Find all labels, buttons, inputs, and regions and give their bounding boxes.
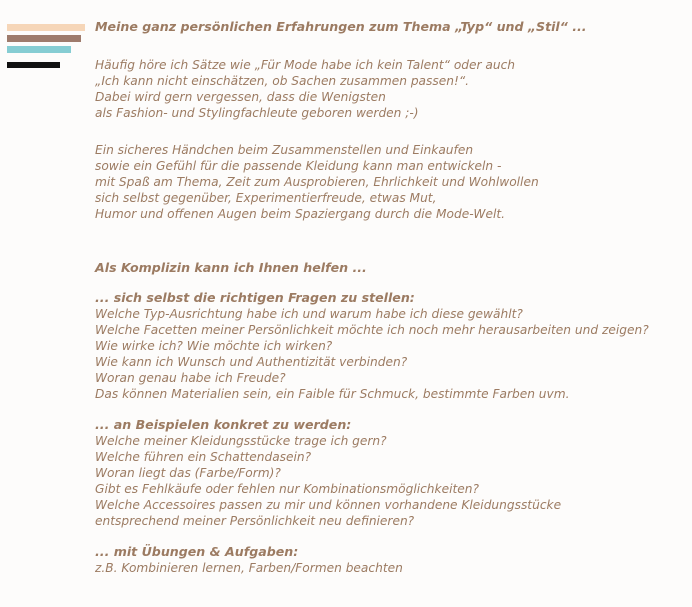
text-line: Welche Typ-Ausrichtung habe ich und warum habe ich diese gewählt? — [95, 307, 523, 321]
text-line: Woran genau habe ich Freude? — [95, 371, 286, 385]
text-line: Wie wirke ich? Wie möchte ich wirken? — [95, 339, 333, 353]
text-line: Ein sicheres Händchen beim Zusammenstellen und Einkaufen — [95, 143, 474, 157]
text-line: Welche Facetten meiner Persönlichkeit möchte ich noch mehr herausarbeiten und zeigen? — [95, 323, 649, 337]
text-line: mit Spaß am Thema, Zeit zum Ausprobieren, Ehrlichkeit und Wohlwollen — [95, 175, 539, 189]
text-line: Gibt es Fehlkäufe oder fehlen nur Kombinationsmöglichkeiten? — [95, 482, 479, 496]
text-line: Humor und offenen Augen beim Spaziergang durch die Mode-Welt. — [95, 207, 506, 221]
text-line: sich selbst gegenüber, Experimentierfreude, etwas Mut, — [95, 191, 437, 205]
stripe-black — [7, 62, 60, 68]
page-title: Meine ganz persönlichen Erfahrungen zum Thema „Typ“ und „Stil“ ... — [95, 19, 587, 34]
text-line: Das können Materialien sein, ein Faible für Schmuck, bestimmte Farben uvm. — [95, 387, 570, 401]
questions-section — [95, 289, 685, 402]
text-line: Woran liegt das (Farbe/Form)? — [95, 466, 281, 480]
text-line: sowie ein Gefühl für die passende Kleidung kann man entwickeln - — [95, 159, 502, 173]
text-line: Häufig höre ich Sätze wie „Für Mode habe ich kein Talent“ oder auch — [95, 58, 516, 72]
stripe-peach — [7, 24, 85, 31]
second-paragraph — [95, 142, 685, 222]
text-line: Welche führen ein Schattendasein? — [95, 450, 312, 464]
article-content — [95, 18, 685, 576]
intro-paragraph — [95, 57, 685, 121]
text-line: „Ich kann nicht einschätzen, ob Sachen zusammen passen!“. — [95, 74, 470, 88]
stripe-brown — [7, 35, 81, 42]
text-line: Welche Accessoires passen zu mir und können vorhandene Kleidungsstücke — [95, 498, 562, 512]
stripe-teal — [7, 46, 71, 53]
subsection-title: ... an Beispielen konkret zu werden: — [95, 417, 352, 432]
text-line: z.B. Kombinieren lernen, Farben/Formen beachten — [95, 561, 403, 575]
exercises-section — [95, 543, 685, 576]
subsection-title: ... sich selbst die richtigen Fragen zu stellen: — [95, 290, 415, 305]
section-heading: Als Komplizin kann ich Ihnen helfen ... — [95, 260, 367, 275]
text-line: entsprechend meiner Persönlichkeit neu definieren? — [95, 514, 415, 528]
text-line: Wie kann ich Wunsch und Authentizität verbinden? — [95, 355, 408, 369]
text-line: Dabei wird gern vergessen, dass die Wenigsten — [95, 90, 386, 104]
examples-section — [95, 416, 685, 529]
text-line: als Fashion- und Stylingfachleute geboren werden ;-) — [95, 106, 419, 120]
subsection-title: ... mit Übungen & Aufgaben: — [95, 544, 299, 559]
text-line: Welche meiner Kleidungsstücke trage ich gern? — [95, 434, 387, 448]
